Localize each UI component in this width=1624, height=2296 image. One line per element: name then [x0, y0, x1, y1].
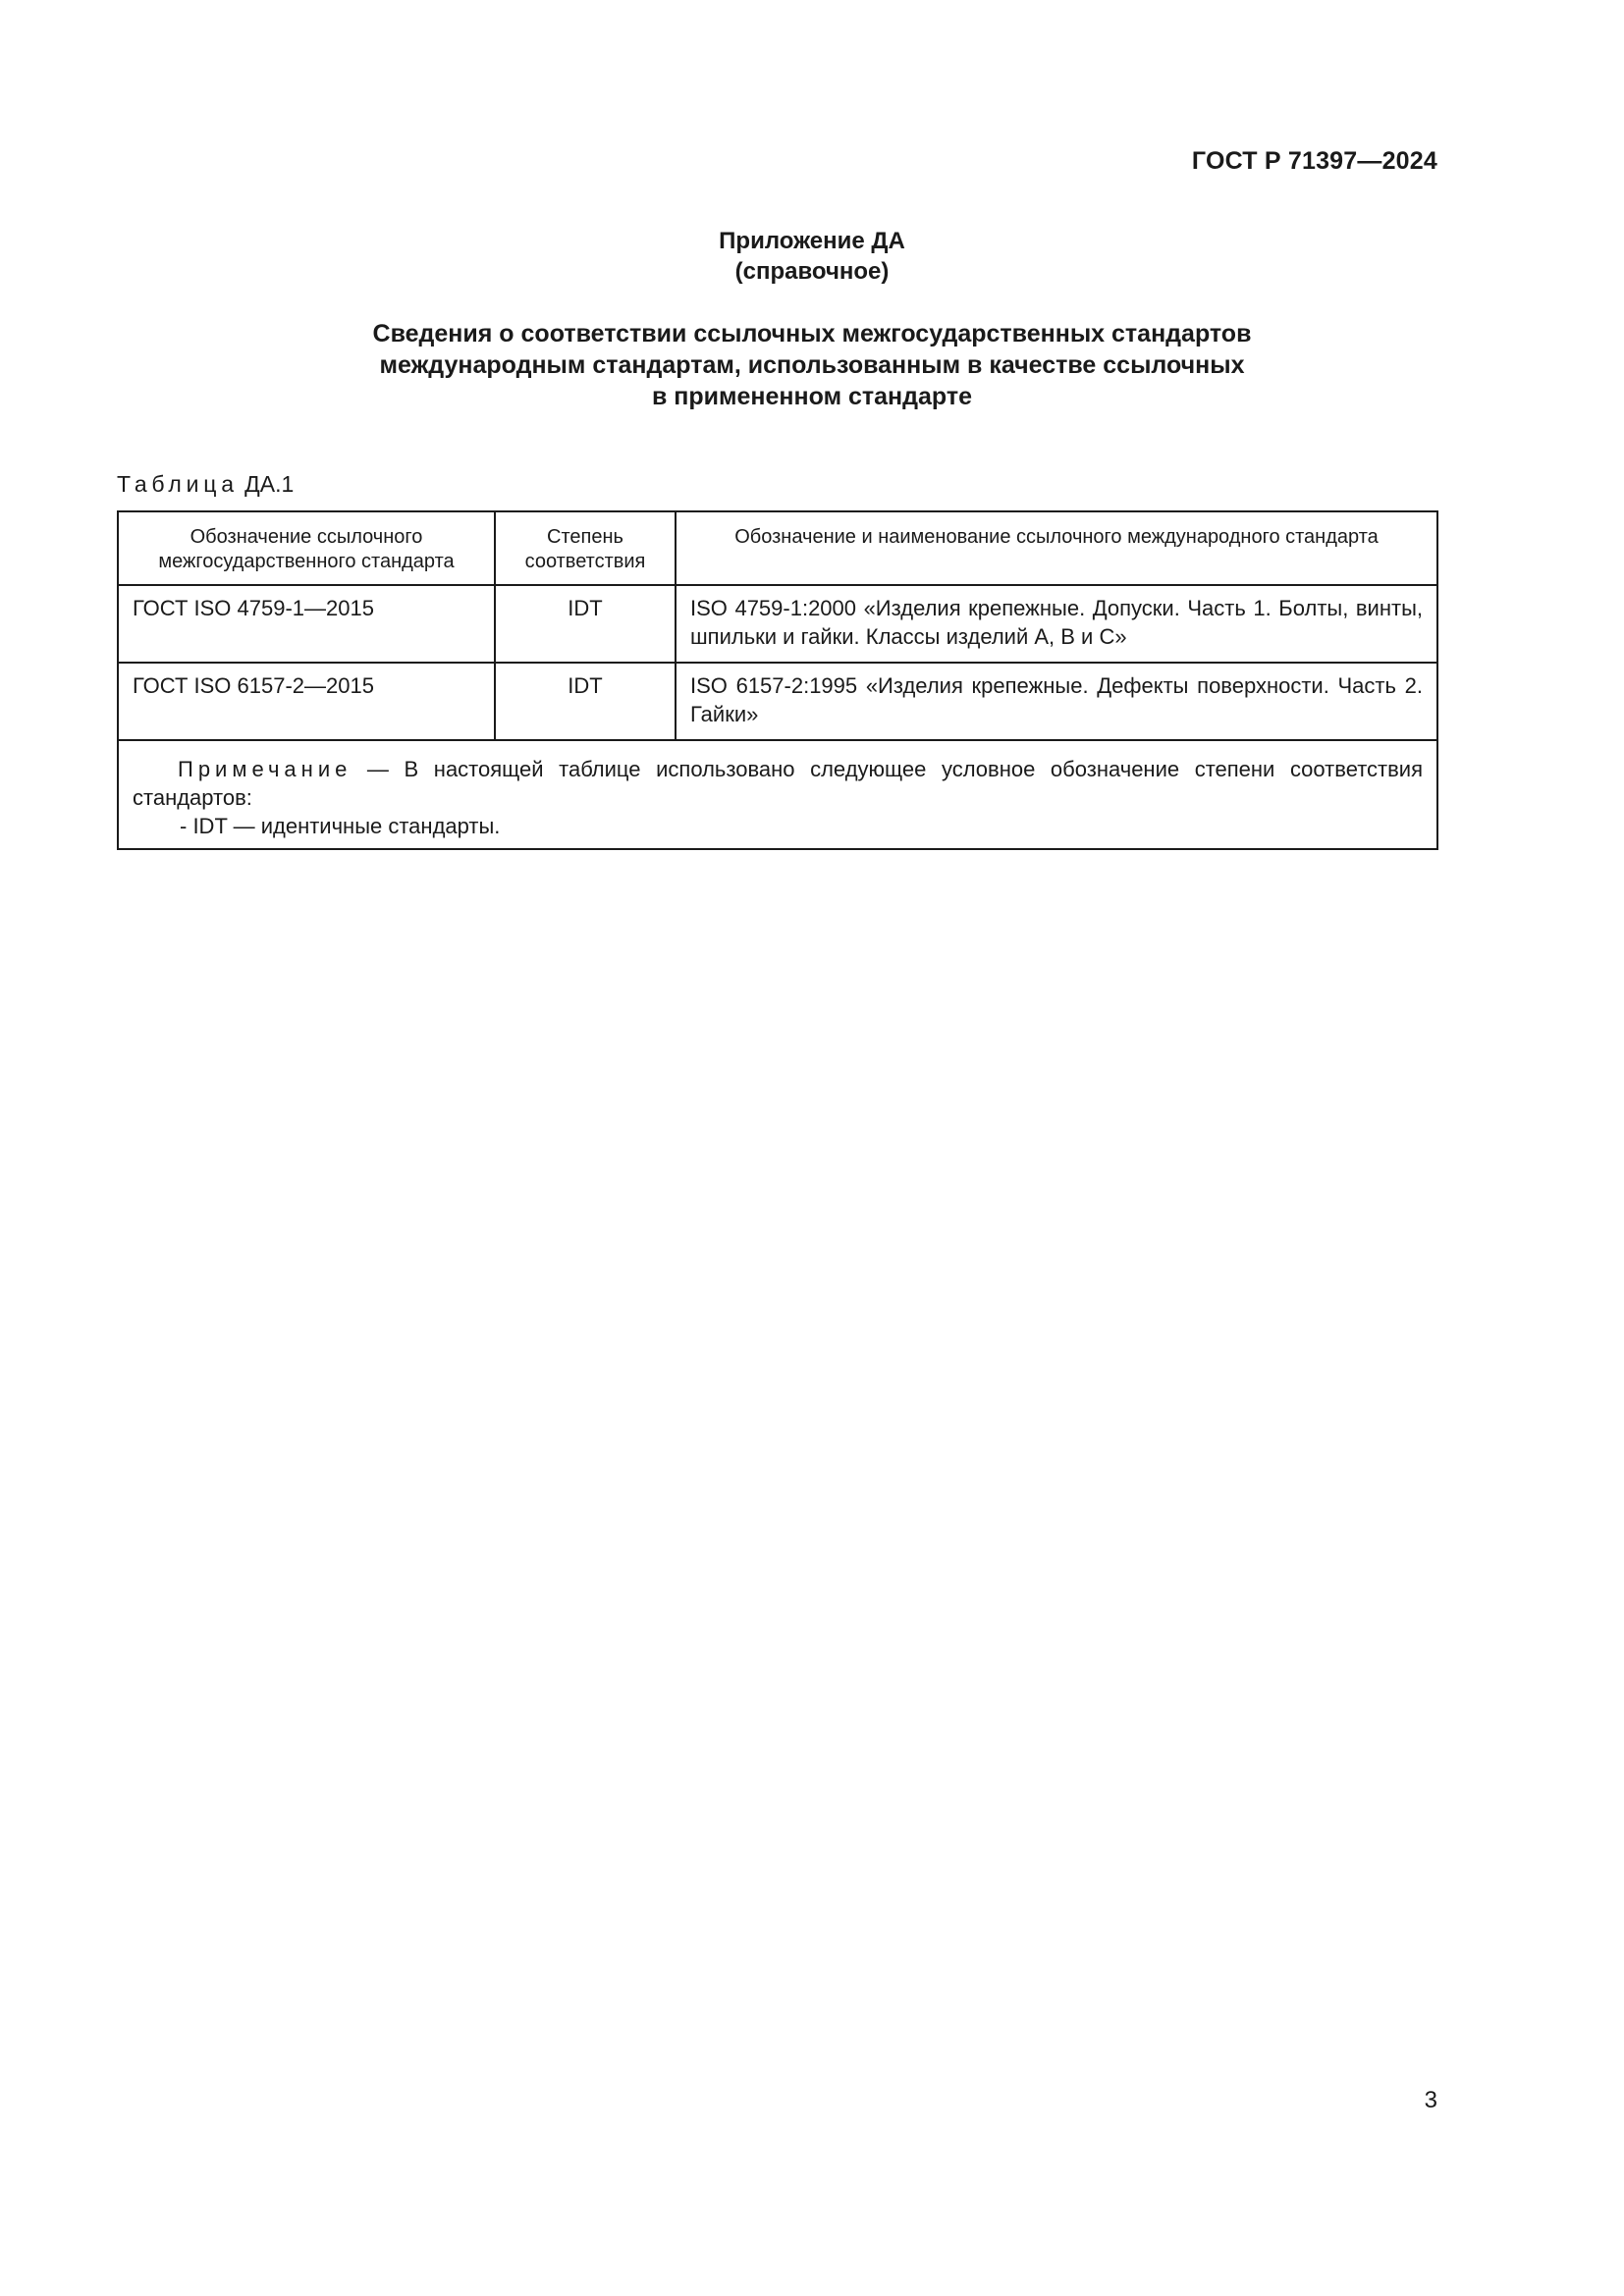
annex-heading [0, 226, 1624, 287]
cell-international: ISO 4759-1:2000 «Изделия крепежные. Допуски. Часть 1. Болты, винты, шпильки и гайки. Классы изделий А, В и С» [676, 585, 1437, 663]
cell-international: ISO 6157-2:1995 «Изделия крепежные. Дефекты поверхности. Часть 2. Гайки» [676, 663, 1437, 740]
table-caption-word: Таблица [117, 471, 239, 497]
page-number: 3 [1424, 2087, 1437, 2113]
note-paragraph [133, 755, 1423, 812]
header-designation: Обозначение ссылочного межгосударственного стандарта [118, 511, 495, 585]
table-row [118, 663, 1437, 740]
table-caption-number: ДА.1 [244, 471, 295, 497]
header-degree: Степень соответствия [495, 511, 676, 585]
table-caption [117, 471, 294, 498]
note-text: — В настоящей таблице использовано следующее условное обозначение степени соответствия стандартов: [133, 757, 1423, 810]
annex-type: (справочное) [734, 258, 890, 285]
note-item: - IDT — идентичные стандарты. [180, 814, 501, 838]
table-header-row [118, 511, 1437, 585]
cell-degree: IDT [495, 663, 676, 740]
table-row [118, 585, 1437, 663]
annex-title-line-1: Сведения о соответствии ссылочных межгосударственных стандартов [372, 320, 1252, 347]
header-international: Обозначение и наименование ссылочного международного стандарта [676, 511, 1437, 585]
table-note [118, 740, 1437, 849]
annex-label: Приложение ДА [719, 228, 905, 254]
table-note-row [118, 740, 1437, 849]
document-code: ГОСТ Р 71397—2024 [1191, 147, 1437, 175]
annex-title [0, 318, 1624, 412]
annex-title-line-3: в примененном стандарте [651, 383, 973, 410]
cell-designation: ГОСТ ISO 6157-2—2015 [118, 663, 495, 740]
reference-standards-table [117, 510, 1438, 850]
note-label: Примечание [178, 757, 352, 781]
annex-title-line-2: международным стандартам, использованным в качестве ссылочных [379, 351, 1245, 379]
cell-designation: ГОСТ ISO 4759-1—2015 [118, 585, 495, 663]
cell-degree: IDT [495, 585, 676, 663]
